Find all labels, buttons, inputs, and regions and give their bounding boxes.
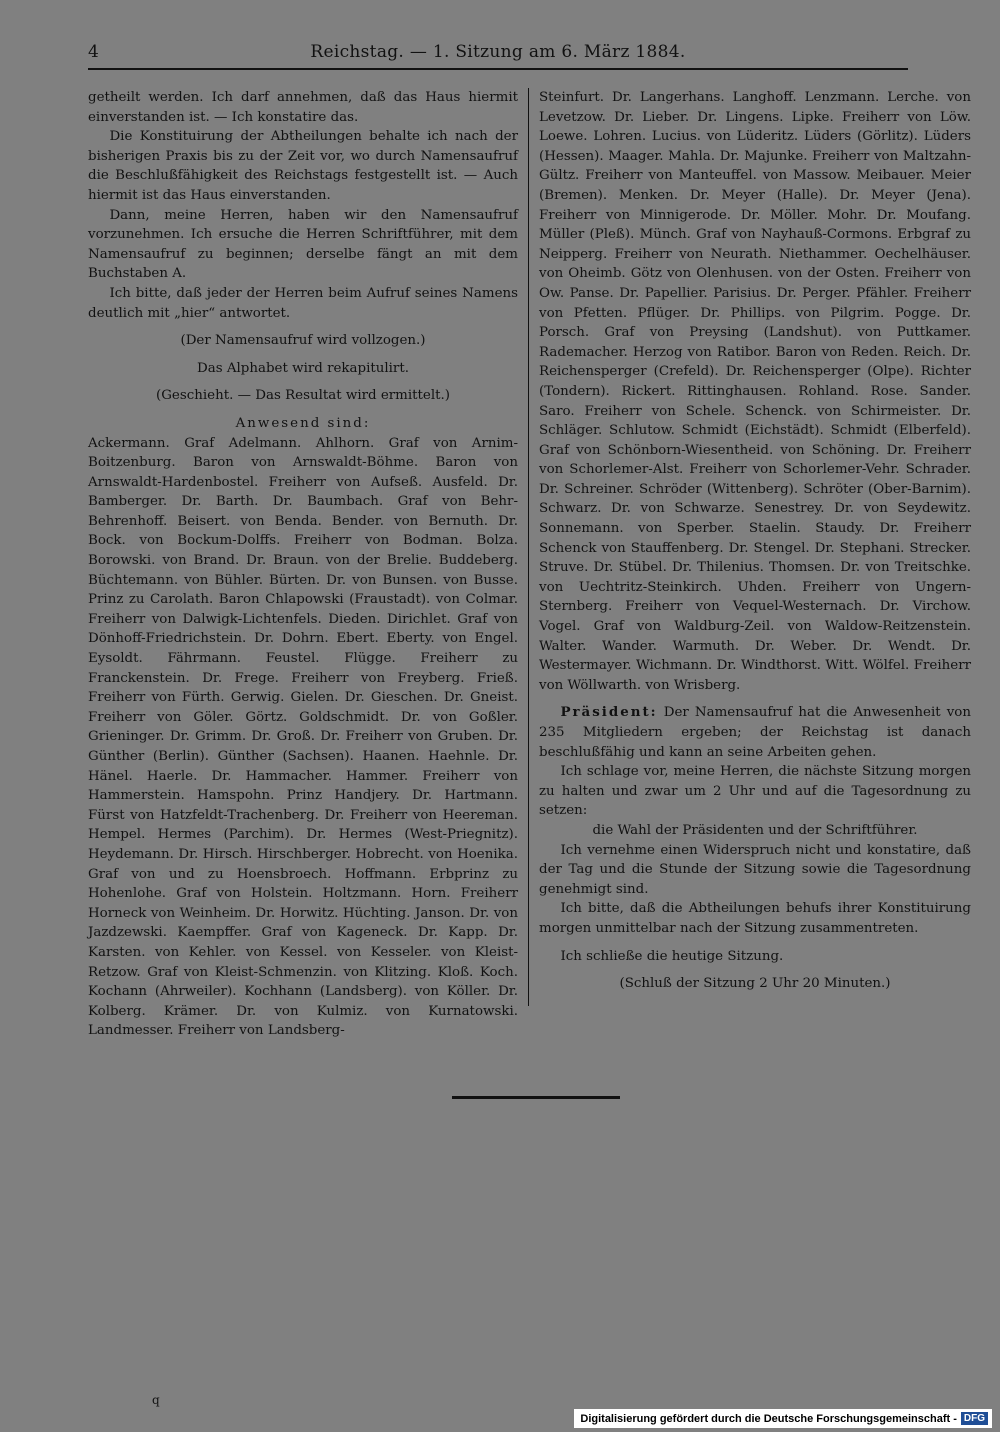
margin-mark: q (152, 1393, 160, 1407)
president-statement (539, 703, 971, 762)
dfg-logo: DFG (961, 1412, 988, 1425)
attendance-list: Ackermann. Graf Adelmann. Ahlhorn. Graf von Arnim-Boitzenburg. Baron von Arnswaldt-Böhme. Baron von Arnswaldt-Hardenbostel. Freiherr von Aufseß. Ausfeld. Dr. Bamberger. Dr. Barth. Dr. Baumbach. Graf von Behr-Behrenhoff. Beisert. von Benda. Bender. von Bernuth. Dr. Bock. von Bockum-Dolffs. Freiherr von Bodman. Bolza. Borowski. von Brand. Dr. Braun. von der Brelie. Buddeberg. Büchtemann. von Bühler. Bürten. Dr. von Bunsen. von Busse. Prinz zu Carolath. Baron Chlapowski (Fraustadt). von Colmar. Freiherr von Dalwigk-Lichtenfels. Dieden. Dirichlet. Graf von Dönhoff-Friedrichstein. Dr. Dohrn. Ebert. Eberty. von Engel. Eysoldt. Fährmann. Feustel. Flügge. Freiherr zu Franckenstein. Dr. Frege. Freiherr von Freyberg. Frieß. Freiherr von Fürth. Gerwig. Gielen. Dr. Gieschen. Dr. Gneist. Freiherr von Göler. Görtz. Goldschmidt. Dr. von Goßler. Grieninger. Dr. Grimm. Dr. Groß. Dr. Freiherr von Gruben. Dr. Günther (Berlin). Günther (Sachsen). Haanen. Haehnle. Dr. Hänel. Haerle. Dr. Hammacher. Hammer. Freiherr von Hammerstein. Hamspohn. Prinz Handjery. Dr. Hartmann. Fürst von Hatzfeldt-Trachenberg. Dr. Freiherr von Heereman. Hempel. Hermes (Parchim). Dr. Hermes (West-Priegnitz). Heydemann. Dr. Hirsch. Hirschberger. Hobrecht. von Hoenika. Graf von und zu Hoensbroech. Hoffmann. Erbprinz zu Hohenlohe. Graf von Holstein. Holtzmann. Horn. Freiherr Horneck von Weinheim. Dr. Horwitz. Hüchting. Janson. Dr. von Jazdzewski. Kaempffer. Graf von Kageneck. Dr. Kapp. Dr. Karsten. von Kehler. von Kessel. von Kesseler. von Kleist-Retzow. Graf von Kleist-Schmenzin. von Klitzing. Kloß. Koch. Kochann (Ahrweiler). Kochhann (Landsberg). von Köller. Dr. Kolberg. Krämer. Dr. von Kulmiz. von Kurnatowski. Landmesser. Freiherr von Landsberg- (88, 435, 518, 1039)
column-divider (528, 88, 529, 1006)
paragraph: Dann, meine Herren, haben wir den Namensaufruf vorzunehmen. Ich ersuche die Herren Schriftführer, mit dem Namensaufruf zu beginnen; derselbe fängt an mit dem Buchstaben A. (88, 207, 518, 282)
credit-text: Digitalisierung gefördert durch die Deutsche Forschungsgemeinschaft - (580, 1412, 957, 1425)
running-header (88, 42, 908, 68)
right-column (539, 88, 971, 994)
stage-note: (Geschieht. — Das Resultat wird ermittelt.) (156, 388, 450, 404)
stage-note: (Schluß der Sitzung 2 Uhr 20 Minuten.) (619, 976, 891, 992)
page-number: 4 (88, 42, 99, 62)
left-column (88, 88, 518, 1041)
header-rule (88, 68, 908, 70)
paragraph: Ich schlage vor, meine Herren, die nächste Sitzung morgen zu halten und zwar um 2 Uhr und auf die Tagesordnung zu setzen: (539, 764, 971, 819)
digitization-credit (574, 1409, 992, 1428)
stage-note: (Der Namensaufruf wird vollzogen.) (180, 333, 426, 349)
paragraph: Ich bitte, daß jeder der Herren beim Aufruf seines Namens deutlich mit „hier“ antwortet. (88, 285, 518, 321)
speech-text: Der Namensaufruf hat die Anwesenheit von 235 Mitgliedern ergeben; der Reichstag ist danach beschlußfähig und kann an seine Arbeiten gehen. (539, 705, 971, 760)
speaker-label: Präsident: (560, 704, 658, 721)
stage-note: Das Alphabet wird rekapitulirt. (197, 360, 409, 376)
paragraph: getheilt werden. Ich darf annehmen, daß das Haus hiermit einverstanden ist. — Ich konstatire das. (88, 90, 518, 125)
end-rule (452, 1096, 620, 1099)
running-title: Reichstag. — 1. Sitzung am 6. März 1884. (310, 42, 686, 62)
paragraph: Die Konstituirung der Abtheilungen behalte ich nach der bisherigen Praxis bis zu der Zeit vor, wo durch Namensaufruf die Beschlußfähigkeit des Reichstags festgestellt ist. — Auch hiermit ist das Haus einverstanden. (88, 129, 518, 203)
agenda-item: die Wahl der Präsidenten und der Schriftführer. (592, 822, 918, 838)
paragraph: Ich bitte, daß die Abtheilungen behufs ihrer Konstituirung morgen unmittelbar nach der Sitzung zusammentreten. (539, 901, 971, 936)
attendance-list: Steinfurt. Dr. Langerhans. Langhoff. Lenzmann. Lerche. von Levetzow. Dr. Lieber. Dr. Lingens. Lipke. Freiherr von Löw. Loewe. Lohren. Lucius. von Lüderitz. Lüders (Görlitz). Lüders (Hessen). Maager. Mahla. Dr. Majunke. Freiherr von Maltzahn-Gültz. Freiherr von Manteuffel. von Massow. Meibauer. Meier (Bremen). Menken. Dr. Meyer (Halle). Dr. Meyer (Jena). Freiherr von Minnigerode. Dr. Möller. Mohr. Dr. Moufang. Müller (Pleß). Münch. Graf von Nayhauß-Cormons. Erbgraf zu Neipperg. Freiherr von Neurath. Niethammer. Oechelhäuser. von Oheimb. Götz von Olenhusen. von der Osten. Freiherr von Ow. Panse. Dr. Papellier. Parisius. Dr. Perger. Pfähler. Freiherr von Pfetten. Pflüger. Dr. Phillips. von Pilgrim. Pogge. Dr. Porsch. Graf von Preysing (Landshut). von Puttkamer. Rademacher. Herzog von Ratibor. Baron von Reden. Reich. Dr. Reichensperger (Crefeld). Dr. Reichensperger (Olpe). Richter (Tondern). Rickert. Rittinghausen. Rohland. Rose. Sander. Saro. Freiherr von Schele. Schenck. von Schirmeister. Dr. Schläger. Schlutow. Schmidt (Eichstädt). Schmidt (Elberfeld). Graf von Schönborn-Wiesentheid. von Schöning. Dr. Freiherr von Schorlemer-Alst. Freiherr von Schorlemer-Vehr. Schrader. Dr. Schreiner. Schröder (Wittenberg). Schröter (Ober-Barnim). Schwarz. Dr. von Schwarze. Senestrey. Dr. von Seydewitz. Sonnemann. von Sperber. Staelin. Staudy. Dr. Freiherr Schenck von Stauffenberg. Dr. Stengel. Dr. Stephani. Strecker. Struve. Dr. Stübel. Dr. Thilenius. Thomsen. Dr. von Treitschke. von Uechtritz-Steinkirch. Uhden. Freiherr von Ungern-Sternberg. Freiherr von Vequel-Westernach. Dr. Virchow. Vogel. Graf von Waldburg-Zeil. von Waldow-Reitzenstein. Walter. Wander. Warmuth. Dr. Weber. Dr. Wendt. Dr. Westermayer. Wichmann. Dr. Windthorst. Witt. Wölfel. Freiherr von Wöllwarth. von Wrisberg. (539, 90, 971, 693)
section-heading: Anwesend sind: (235, 415, 371, 431)
paragraph: Ich vernehme einen Widerspruch nicht und konstatire, daß der Tag und die Stunde der Sitzung sowie die Tagesordnung genehmigt sind. (539, 842, 971, 897)
closing-statement: Ich schließe die heutige Sitzung. (560, 948, 784, 964)
